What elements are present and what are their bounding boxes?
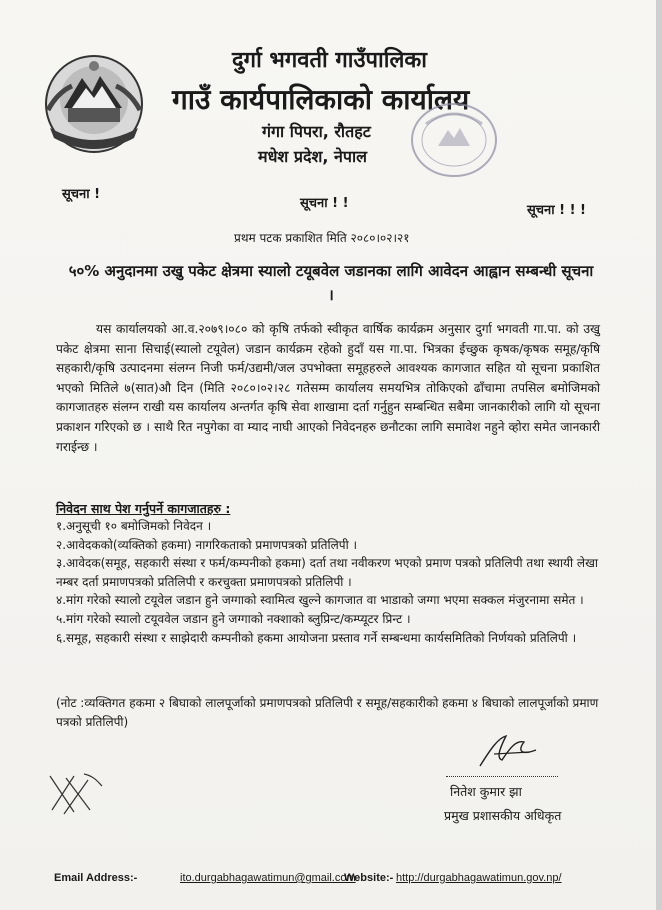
email-link[interactable]: ito.durgabhagawatimun@gmail.com (180, 872, 356, 884)
address-line-2: मधेश प्रदेश, नेपाल (258, 147, 367, 166)
office-stamp-icon (408, 100, 500, 180)
list-item: ६.समूह, सहकारी संस्था र साझेदारी कम्पनीको हकमा आयोजना प्रस्ताव गर्ने सम्बन्धमा कार्यसमितिको निर्णयको प्रतिलिपी । (56, 630, 577, 645)
signature-icon (476, 730, 540, 772)
notice-label-center: सूचना ! ! (300, 196, 349, 211)
signatory-title: प्रमुख प्रशासकीय अधिकृत (444, 808, 562, 823)
office-name: गाउँ कार्यपालिकाको कार्यालय (172, 83, 470, 116)
website-label: Website:- (344, 872, 394, 884)
signature-line (446, 776, 558, 777)
documents-heading: निवेदन साथ पेश गर्नुपर्ने कागजातहरु : (56, 501, 231, 516)
list-item: ३.आवेदक(समूह, सहकारी संस्था र फर्म/कम्पनीको हकमा) दर्ता तथा नवीकरण भएको प्रमाण पत्रको प्रतिलिपी तथा स्थायी लेखा नम्बर दर्ता प्रमाणपत्रको प्रतिलिपी र करचुक्ता प्रमाणपत्रको प्रतिलिपी । (56, 556, 598, 589)
notice-label-right: सूचना ! ! ! (527, 203, 586, 218)
page-edge (656, 0, 662, 910)
address-line-1: गंगा पिपरा, रौतहट (262, 122, 371, 141)
published-date: प्रथम पटक प्रकाशित मिति २०८०।०२।२१ (234, 231, 410, 245)
notice-title: ५०% अनुदानमा उखु पकेट क्षेत्रमा स्यालो टयूबवेल जडानका लागि आवेदन आह्वान सम्बन्धी सूचना । (68, 262, 594, 304)
signatory-name: नितेश कुमार झा (450, 784, 522, 799)
list-item: ५.मांग गरेको स्यालो टयूववेल जडान हुने जग्गाको नक्शाको ब्लुप्रिन्ट/कम्प्यूटर प्रिन्ट । (56, 611, 411, 626)
government-emblem-icon (42, 52, 146, 156)
notice-label-left: सूचना ! (62, 187, 101, 202)
notice-body: यस कार्यालयको आ.व.२०७९।०८० को कृषि तर्फको स्वीकृत वार्षिक कार्यक्रम अनुसार दुर्गा भगवती गा.पा. को उखु पकेट क्षेत्रमा साना सिचाई(स्यालो टयूवेल) जडान कार्यक्रम रहेको हुदाँ यस गा.पा. भित्रका ईच्छुक कृषक/कृषक समूह/कृषि सहकारी/कृषि उत्पादनमा संलग्न निजी फर्म/उद्यमी/जल उपभोक्ता समूहहरुले आवश्यक कागजात सहित यो सूचना प्रकाशित भएको मितिले ७(सात)औ दिन (मिति २०८०।०२।२८ गतेसम्म कार्यालय समयभित्र तोकिएको ढाँचामा तपसिल बमोजिमको कागजातहरु संलग्न राखी यस कार्यालय अन्तर्गत कृषि सेवा शाखामा दर्ता गर्नुहुन सम्बन्धित सबैमा जानकारीको लागि यो सूचना प्रकाशन गरिएको छ । साथै रित नपुगेका वा म्याद नाघी आएको निवेदनहरु छनौटका लागि समावेश नहुने व्होरा समेत जानकारी गराईन्छ । (56, 322, 600, 454)
list-item: १.अनुसूची १० बमोजिमको निवेदन । (56, 519, 212, 533)
email-label: Email Address:- (54, 872, 138, 884)
note-text: (नोट :व्यक्तिगत हकमा २ बिघाको लालपूर्जाको प्रमाणपत्रको प्रतिलिपी र समूह/सहकारीको हकमा ४ बिघाको लालपूर्जाको प्रमाण पत्रको प्रतिलिपी) (56, 696, 599, 729)
list-item: ४.मांग गरेको स्यालो टयूवेल जडान हुने जग्गाको स्वामित्व खुल्ने कागजात वा भाडाको जग्गा भएमा सक्कल मंजुरनामा समेत । (56, 593, 584, 608)
list-item: २.आवेदकको(व्यक्तिको हकमा) नागरिकताको प्रमाणपत्रको प्रतिलिपी । (56, 537, 358, 552)
documents-list (56, 517, 600, 647)
municipality-name: दुर्गा भगवती गाउँपालिका (232, 48, 427, 73)
website-link[interactable]: http://durgabhagawatimun.gov.np/ (396, 872, 562, 884)
initials-icon (44, 766, 108, 818)
